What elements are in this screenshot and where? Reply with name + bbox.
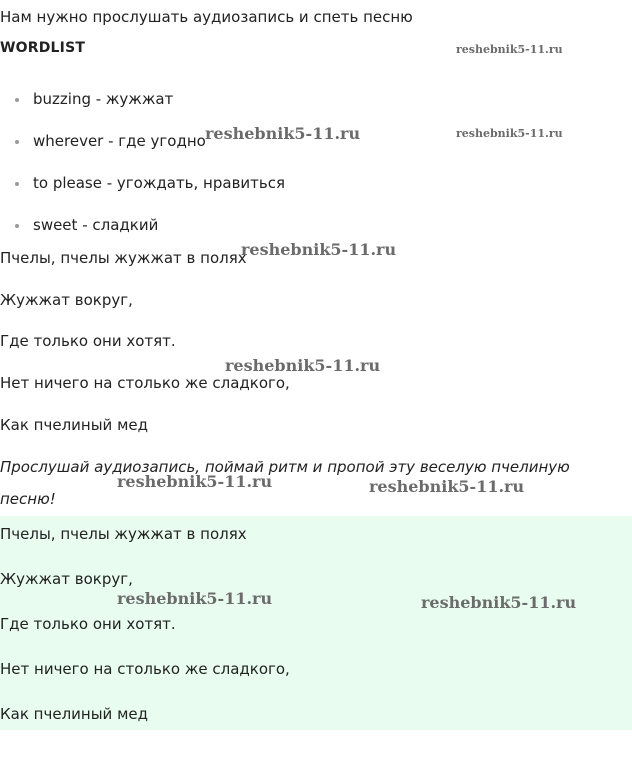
- song-line: Нет ничего на столько же сладкого,: [0, 374, 290, 392]
- bullet-icon: [15, 98, 19, 102]
- answer-line: Жужжат вокруг,: [0, 570, 133, 588]
- wordlist-item: buzzing - жужжат: [33, 90, 174, 108]
- answer-line: Нет ничего на столько же сладкого,: [0, 660, 290, 678]
- song-line: Жужжат вокруг,: [0, 291, 133, 309]
- wordlist-heading: WORDLIST: [0, 40, 86, 56]
- bullet-icon: [15, 182, 19, 186]
- instruction-line-2: песню!: [0, 490, 56, 508]
- watermark: reshebnik5-11.ru: [241, 240, 397, 259]
- answer-line: Пчелы, пчелы жужжат в полях: [0, 525, 247, 543]
- answer-line: Как пчелиный мед: [0, 705, 148, 723]
- answer-line: Где только они хотят.: [0, 615, 176, 633]
- watermark: reshebnik5-11.ru: [205, 124, 361, 143]
- watermark: reshebnik5-11.ru: [421, 593, 577, 612]
- instruction-line-1: Прослушай аудиозапись, поймай ритм и пропой эту веселую пчелиную: [0, 458, 570, 476]
- bullet-icon: [15, 140, 19, 144]
- watermark: reshebnik5-11.ru: [456, 127, 563, 140]
- wordlist-item: to please - угождать, нравиться: [33, 174, 286, 192]
- wordlist-item: sweet - сладкий: [33, 216, 159, 234]
- watermark: reshebnik5-11.ru: [456, 43, 563, 56]
- song-line: Как пчелиный мед: [0, 416, 148, 434]
- song-line: Где только они хотят.: [0, 332, 176, 350]
- bullet-icon: [15, 224, 19, 228]
- wordlist-item: wherever - где угодно: [33, 132, 206, 150]
- song-line: Пчелы, пчелы жужжат в полях: [0, 249, 247, 267]
- watermark: reshebnik5-11.ru: [369, 477, 525, 496]
- watermark: reshebnik5-11.ru: [117, 472, 273, 491]
- watermark: reshebnik5-11.ru: [225, 356, 381, 375]
- intro-text: Нам нужно прослушать аудиозапись и спеть песню: [0, 8, 413, 26]
- watermark: reshebnik5-11.ru: [117, 589, 273, 608]
